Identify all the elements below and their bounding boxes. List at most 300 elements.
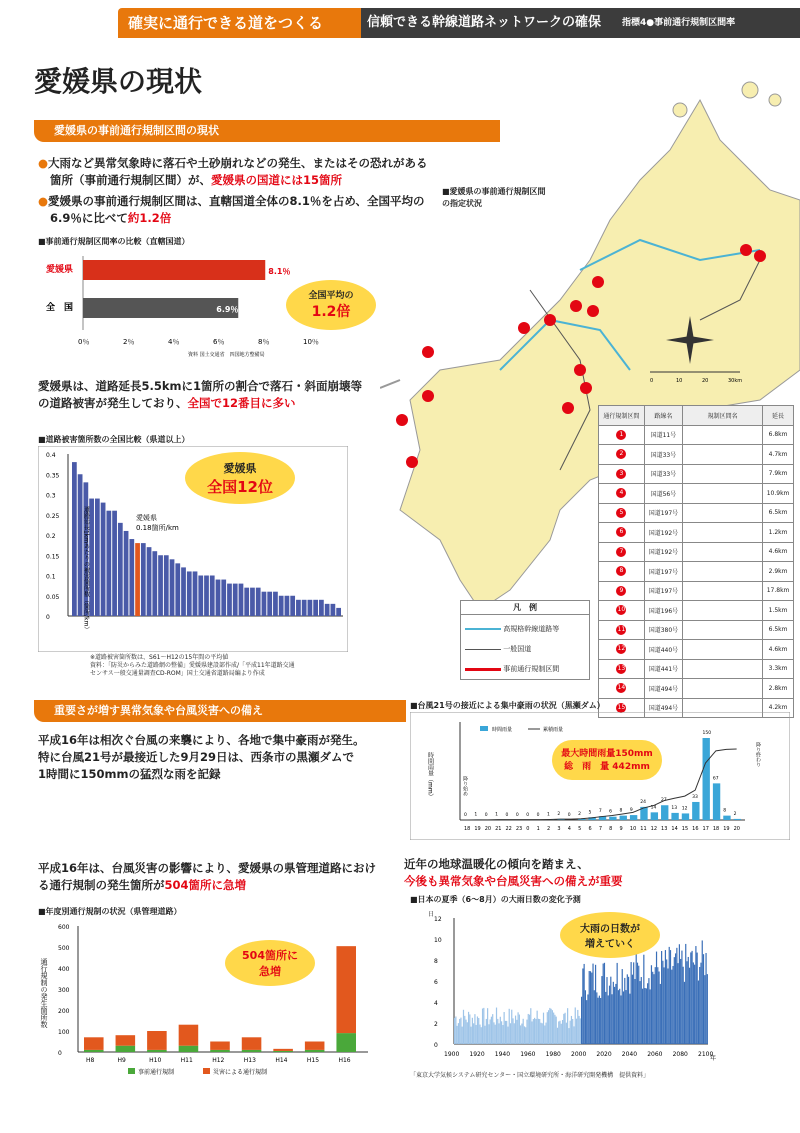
scale-20: 20 (702, 378, 709, 384)
chart2-bar (89, 499, 94, 616)
chart2-ytick: 0.25 (46, 512, 60, 520)
chart5-bar (575, 1007, 576, 1044)
chart5-bar (651, 965, 652, 1044)
chart5-bar (529, 1015, 530, 1044)
chart5-bar (547, 1012, 548, 1044)
chart2-bar (210, 576, 215, 617)
chart3-bar-label: 13 (671, 805, 678, 811)
route-row (599, 581, 794, 601)
route-cell: 4.6km (763, 542, 794, 562)
chart5-bar (617, 963, 618, 1044)
chart2-bar (250, 588, 255, 616)
route-cell (683, 679, 763, 699)
chart3-xtick: 22 (505, 826, 512, 832)
route-row (599, 464, 794, 484)
chart2-bar (256, 588, 261, 616)
chart3-xtick: 20 (484, 826, 492, 832)
route-cell: 17.8km (763, 581, 794, 601)
chart4-bar-disaster (116, 1035, 136, 1046)
chart5-bar (538, 1019, 539, 1044)
chart5-bar (693, 962, 694, 1044)
chart5-bar (559, 1021, 560, 1044)
route-cell (683, 523, 763, 543)
chart2-bar (193, 571, 198, 616)
chart5-bar (669, 947, 670, 1044)
chart3-bar-label: 0 (526, 813, 530, 818)
chart5-bar (679, 944, 680, 1044)
chart5-bar (664, 967, 665, 1044)
chart2-bar (106, 511, 111, 616)
legend-title: 凡 例 (461, 601, 589, 615)
chart5-bar (628, 977, 629, 1044)
chart3-xtick: 12 (650, 826, 658, 832)
chart5-bar (459, 1019, 460, 1044)
chart2-bar (267, 592, 272, 616)
chart4-ytick: 300 (58, 987, 70, 994)
route-row (599, 445, 794, 465)
chart3-xtick: 21 (495, 826, 502, 832)
chart1-value2: 6.9％ (216, 305, 239, 314)
chart5-bar (686, 961, 687, 1044)
sec2-text: 愛媛県は、道路延長5.5kmに1箇所の割合で落石・斜面崩壊等 の道路被害が発生しており、全国で12番目に多い (38, 379, 363, 410)
chart4-ytick: 500 (58, 945, 70, 952)
route-cell: 9 (599, 581, 645, 601)
chart3-bar (620, 816, 627, 820)
chart5-bar (573, 1026, 574, 1044)
chart5-bar (691, 951, 692, 1044)
chart5-bar (463, 1010, 464, 1044)
header-main: 確実に通行できる道をつくる (118, 8, 361, 38)
chart5-bar (514, 1023, 515, 1044)
route-cell (683, 659, 763, 679)
chart1-tick: 2％ (123, 338, 135, 346)
chart5-bar (704, 975, 705, 1044)
chart4-bar-disaster (305, 1042, 325, 1050)
chart3-xtick: 17 (702, 826, 709, 832)
route-cell: 5 (599, 503, 645, 523)
chart5-bar (608, 995, 609, 1044)
chart5-bar (667, 968, 668, 1044)
chart5-bar (491, 1017, 492, 1044)
chart1-tick: 4％ (168, 338, 180, 346)
route-cell: 国道197号 (644, 562, 682, 582)
chart5-bar (524, 1026, 525, 1044)
map-legend (460, 600, 590, 680)
chart2-ytick: 0.2 (46, 533, 56, 540)
chart2-bar (141, 543, 146, 616)
route-cell: 国道494号 (644, 679, 682, 699)
chart5-ytick: 8 (434, 958, 438, 965)
chart5-bar (641, 977, 642, 1044)
chart5-bar (484, 1026, 485, 1044)
route-cell: 国道33号 (644, 445, 682, 465)
chart5-bar (650, 989, 651, 1044)
chart5-bar (468, 1012, 469, 1044)
route-cell: 6.5km (763, 620, 794, 640)
chart3-xtick: 7 (598, 826, 603, 832)
chart5-bar (518, 1012, 519, 1044)
chart5-bar (482, 1009, 483, 1044)
chart5-bar (634, 979, 635, 1044)
chart5-xunit: 年 (710, 1055, 717, 1062)
chart5-bar (675, 953, 676, 1044)
chart3-bar-label: 0 (484, 813, 488, 818)
chart5-bar (622, 969, 623, 1044)
chart5-bar (531, 1021, 532, 1044)
chart3-xtick: 4 (567, 826, 571, 832)
route-cell: 国道197号 (644, 581, 682, 601)
chart5-bar (557, 1028, 558, 1044)
chart2-bar (290, 596, 295, 616)
chart1-source: 資料 国土交通省 四国地方整備局 (188, 352, 265, 358)
chart4-ytick: 600 (58, 924, 70, 931)
chart5-bar (512, 1018, 513, 1044)
chart5-bar (643, 955, 644, 1044)
chart5-bar (601, 976, 602, 1044)
chart3-bar-label: 1 (474, 812, 478, 818)
chart5-bar (586, 1000, 587, 1044)
route-cell (683, 464, 763, 484)
chart5-bar (707, 974, 708, 1044)
chart5-bar (599, 996, 600, 1044)
chart3-xtick: 19 (723, 826, 730, 832)
chart5-bar (581, 997, 582, 1044)
chart5-bar (521, 1024, 522, 1044)
map-caption-2: の指定状況 (442, 199, 482, 208)
legend-l1: 高規格幹線道路等 (503, 625, 560, 633)
chart3-xtick: 0 (526, 826, 530, 832)
chart5-xtick: 2060 (647, 1051, 663, 1058)
chart5-bar (552, 1010, 553, 1044)
route-cell: 2.9km (763, 562, 794, 582)
chart3-xtick: 18 (464, 826, 471, 832)
chart3-bar-label: 7 (598, 809, 602, 815)
chart5-bar (638, 966, 639, 1044)
chart5-bar (703, 954, 704, 1044)
chart5-bubble: 大雨の日数が 増えていく (560, 912, 660, 958)
chart5-bar (556, 1017, 557, 1044)
sec4-text: 平成16年は、台風災害の影響により、愛媛県の県管理道路におけ る通行規制の発生箇所が504箇所に急増 (38, 861, 376, 892)
chart5-bar (697, 953, 698, 1044)
chart2-bar (164, 555, 169, 616)
chart5-bar (611, 994, 612, 1044)
chart5-bar (699, 967, 700, 1044)
chart3-end: 降り終わり (755, 742, 761, 767)
chart5-bar (637, 963, 638, 1044)
chart5-bar (610, 977, 611, 1044)
chart3-bar (703, 738, 710, 820)
chart5-bar (600, 998, 601, 1044)
route-cell: 1 (599, 425, 645, 445)
chart5-bar (544, 1025, 545, 1044)
chart5-bar (690, 952, 691, 1044)
chart2-bar (227, 584, 232, 616)
chart5-bar (609, 986, 610, 1044)
chart2-bar (279, 596, 284, 616)
chart5-bar (534, 1018, 535, 1044)
route-row (599, 640, 794, 660)
chart4-bar-disaster (179, 1025, 199, 1046)
chart5-bar (462, 1027, 463, 1044)
chart5-bar (683, 967, 684, 1044)
chart5-bar (671, 970, 672, 1044)
chart4-bar-pre (84, 1050, 104, 1052)
chart3-bar-label: 12 (681, 806, 688, 812)
chart2-bar (135, 543, 140, 616)
chart5-bar (658, 971, 659, 1044)
chart2-ylabel: 道路延長1kmあたりの被害箇所数（箇所/km） (82, 506, 90, 633)
chart5-bar (627, 974, 628, 1044)
chart3-xtick: 11 (640, 826, 647, 832)
chart5-bar (629, 994, 630, 1044)
chart3-bar-label: 0 (505, 813, 509, 818)
chart3-xtick: 8 (609, 826, 613, 832)
chart3-xtick: 9 (619, 826, 623, 832)
chart4-legend2: 災害による通行規制 (213, 1069, 268, 1076)
chart5-bar (519, 1015, 520, 1044)
chart3-bar-label: 1 (546, 812, 550, 818)
chart5-bar (604, 963, 605, 1044)
chart2-bar (233, 584, 238, 616)
chart3-bar (671, 813, 678, 820)
chart4-caption: ■年度別通行規制の状況（県管理道路） (38, 907, 182, 916)
chart5-bar (619, 989, 620, 1044)
route-cell: 6.5km (763, 503, 794, 523)
chart5-bar (652, 972, 653, 1044)
chart4-xtick: H9 (117, 1057, 126, 1064)
chart5-bar (471, 1027, 472, 1044)
chart3-xtick: 3 (557, 826, 561, 832)
chart5-ytick: 0 (434, 1042, 438, 1049)
chart3-bar-label: 5 (588, 810, 592, 816)
chart4-xtick: H11 (180, 1057, 193, 1064)
chart4-bar-pre (147, 1050, 167, 1052)
chart5-bar (535, 1019, 536, 1044)
chart5-bar (568, 1028, 569, 1044)
chart4-xtick: H13 (243, 1057, 256, 1064)
chart4-ylabel: 通行規制の発生箇所数 (40, 958, 48, 1028)
chart5-bar (500, 1017, 501, 1044)
map-caption-1: ■愛媛県の事前通行規制区間 (442, 187, 546, 196)
route-row (599, 620, 794, 640)
route-cell (683, 484, 763, 504)
chart5-bar (525, 1027, 526, 1044)
chart5-bar (578, 1016, 579, 1044)
chart5-ytick: 6 (434, 979, 438, 986)
chart5-source: 「東京大学気候システム研究センター・国立環境研究所・海洋研究開発機構 提供資料」 (410, 1072, 650, 1079)
chart5-bar (457, 1026, 458, 1044)
chart3-start: 降り始め (462, 776, 468, 796)
chart2-bar (72, 462, 77, 616)
chart4-bar-pre (273, 1051, 293, 1052)
chart1-value1: 8.1％ (268, 267, 291, 276)
chart4-xtick: H10 (149, 1057, 162, 1064)
chart5-bar (670, 950, 671, 1044)
chart4-bar-pre (305, 1050, 325, 1052)
chart4-bar-pre (210, 1050, 230, 1052)
chart3-bar-label: 2 (557, 811, 561, 817)
chart3-bar (682, 813, 689, 820)
chart5-bar (511, 1010, 512, 1044)
chart5-bar (498, 1023, 499, 1044)
chart4-bar-pre (179, 1046, 199, 1052)
chart5-bar (648, 978, 649, 1044)
chart5-bar (533, 1019, 534, 1044)
chart5-bar (614, 987, 615, 1044)
route-cell: 国道440号 (644, 640, 682, 660)
chart4-ytick: 0 (58, 1050, 62, 1057)
chart3-bar (734, 819, 741, 820)
chart5-bar (455, 1016, 456, 1044)
chart5-bar (464, 1016, 465, 1044)
chart5-bar (465, 1020, 466, 1044)
chart3-bar-label: 1 (495, 812, 498, 818)
chart5-bar (694, 965, 695, 1044)
chart5-bar (539, 1019, 540, 1044)
route-row (599, 425, 794, 445)
chart5-bar (564, 1013, 565, 1044)
route-cell (683, 562, 763, 582)
route-row (599, 503, 794, 523)
chart5-bar (496, 1008, 497, 1044)
sec3-text: 平成16年は相次ぐ台風の来襲により、各地で集中豪雨が発生。 特に台風21号が最接近した9月29日は、西条市の黒瀬ダムで 1時間に150mmの猛烈な雨を記録 (38, 733, 365, 781)
chart4-xtick: H14 (275, 1057, 288, 1064)
chart5-bar (674, 957, 675, 1044)
chart2-bar (285, 596, 290, 616)
chart3-bar (713, 783, 720, 820)
chart2-annot2: 0.18箇所/km (136, 524, 179, 532)
chart5-bar (676, 948, 677, 1044)
scale-10: 10 (676, 378, 683, 384)
chart5-xtick: 2020 (596, 1051, 612, 1058)
chart1-tick: 0％ (78, 338, 90, 346)
chart5-bar (474, 1014, 475, 1044)
chart3-bar-label: 24 (640, 799, 647, 805)
chart5-bar (665, 950, 666, 1044)
chart5-bar (620, 995, 621, 1044)
th-section: 規制区間名 (683, 406, 763, 426)
chart2-bar (336, 608, 341, 616)
chart3-xtick: 16 (692, 826, 699, 832)
chart5-bar (554, 1015, 555, 1044)
route-cell: 国道494号 (644, 698, 682, 718)
scale-30: 30km (728, 378, 743, 384)
chart2-bar (308, 600, 313, 616)
chart4-bubble: 504箇所に 急増 (225, 940, 315, 986)
chart5-bar (684, 982, 685, 1044)
chart3-bar (661, 805, 668, 820)
chart5-xtick: 1920 (469, 1051, 485, 1058)
chart5-bar (636, 954, 637, 1044)
chart5-bar (591, 973, 592, 1044)
chart4-bar-disaster (147, 1031, 167, 1050)
chart2-bar (273, 592, 278, 616)
chart2-bar (198, 576, 203, 617)
chart5-bar (479, 1025, 480, 1044)
chart1-bar-ehime (83, 260, 265, 280)
chart2-bar (216, 580, 221, 616)
chart2-bar (129, 539, 134, 616)
chart4-bar-pre (336, 1033, 356, 1052)
chart3-bar-label: 27 (661, 798, 667, 804)
route-cell (683, 425, 763, 445)
chart5-bar (516, 1020, 517, 1044)
chart2-ytick: 0.05 (46, 593, 60, 601)
chart5-bar (493, 1022, 494, 1044)
chart5-ytick: 4 (434, 1000, 438, 1007)
route-cell: 1.5km (763, 601, 794, 621)
chart5-xtick: 2080 (672, 1051, 688, 1058)
chart5-bar (545, 1023, 546, 1044)
chart2-bar (296, 600, 301, 616)
chart3-bar (723, 816, 730, 820)
route-cell: 国道196号 (644, 601, 682, 621)
chart3-bar-label: 0 (536, 813, 540, 818)
chart5-bar (570, 1021, 571, 1044)
route-cell: 4.2km (763, 698, 794, 718)
route-cell: 14 (599, 679, 645, 699)
chart3-bar-label: 150 (702, 731, 712, 736)
route-cell (683, 445, 763, 465)
chart3-xtick: 6 (588, 826, 592, 832)
legend-l2: 一般国道 (503, 645, 532, 653)
route-cell: 10 (599, 601, 645, 621)
chart2-bar (112, 511, 117, 616)
th-no: 通行規制区間 (599, 406, 645, 426)
route-cell: 国道441号 (644, 659, 682, 679)
chart5-bar (653, 974, 654, 1044)
route-row (599, 601, 794, 621)
chart5-bar (510, 1023, 511, 1044)
chart5-bar (530, 1008, 531, 1044)
chart2-ytick: 0.15 (46, 553, 60, 561)
route-cell: 6.8km (763, 425, 794, 445)
chart2-ytick: 0 (46, 614, 50, 621)
chart2-bar (170, 559, 175, 616)
chart3-bar-label: 6 (609, 809, 613, 815)
chart5-bar (655, 967, 656, 1044)
chart3-bar-label: 67 (712, 776, 719, 782)
chart3-bar-label: 33 (692, 794, 698, 800)
route-cell: 7.9km (763, 464, 794, 484)
chart3-caption: ■台風21号の接近による集中豪雨の状況（黒瀬ダム） (410, 701, 605, 710)
chart5-bar (585, 990, 586, 1044)
chart2-bar (313, 600, 318, 616)
chart5-yunit: 日 (428, 911, 435, 918)
route-cell: 3.3km (763, 659, 794, 679)
route-cell: 国道33号 (644, 464, 682, 484)
chart4-ytick: 400 (58, 966, 70, 973)
route-row (599, 542, 794, 562)
chart5-bar (582, 968, 583, 1044)
chart1-label1: 愛媛県 (46, 265, 74, 275)
chart5-bar (507, 1027, 508, 1044)
chart3-bar-label: 9 (629, 808, 633, 814)
sec3-title: 重要さが増す異常気象や台風災害への備え (34, 700, 406, 722)
chart2-bar (147, 547, 152, 616)
route-cell: 12 (599, 640, 645, 660)
chart3-bar-label: 8 (723, 808, 727, 814)
chart3-xtick: 1 (536, 826, 540, 832)
chart2-bar (118, 523, 123, 616)
chart2-bar (181, 567, 186, 616)
chart5-xtick: 2040 (621, 1051, 638, 1058)
chart5-bar (501, 1021, 502, 1044)
chart5-bar (483, 1008, 484, 1044)
chart5-bar (488, 1024, 489, 1044)
chart5-bar (577, 1010, 578, 1044)
chart3-xtick: 2 (546, 826, 551, 832)
